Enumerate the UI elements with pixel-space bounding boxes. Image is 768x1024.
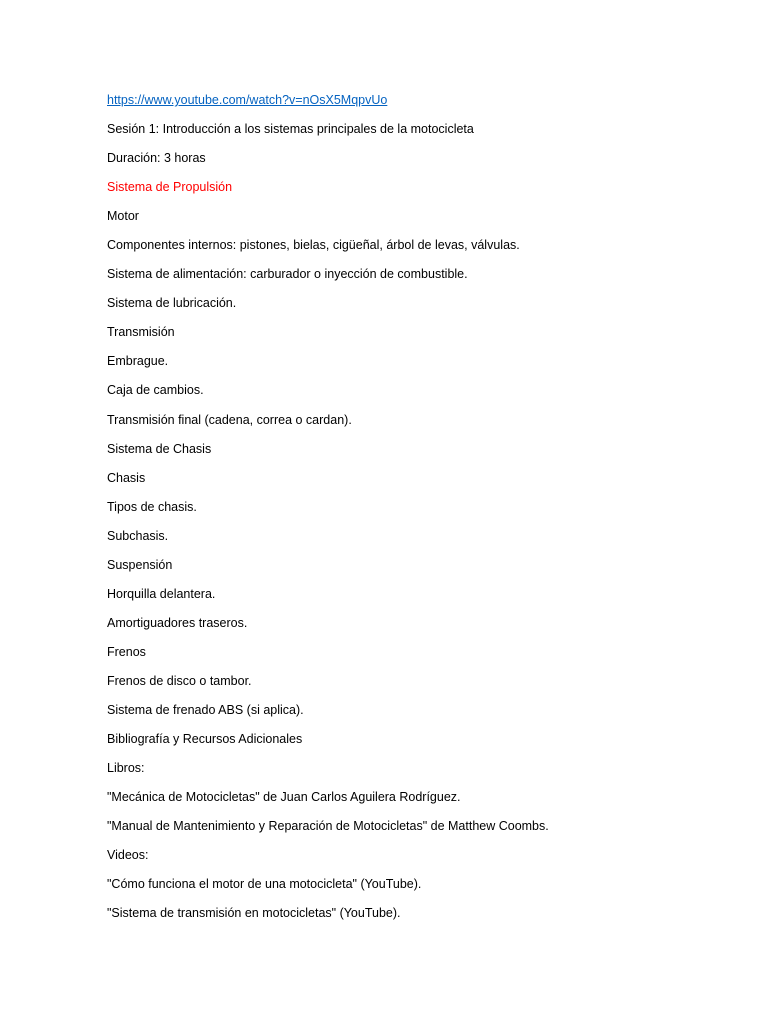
motor-heading: Motor [107,209,139,224]
books-label: Libros: [107,761,145,776]
brakes-heading: Frenos [107,644,146,659]
videos-label: Videos: [107,848,149,863]
propulsion-heading: Sistema de Propulsión [107,180,233,195]
suspension-heading: Suspensión [107,557,173,572]
subframe-item: Subchasis. [107,528,169,543]
book-item-1: "Mecánica de Motocicletas" de Juan Carlos Aguilera Rodríguez. [107,790,461,805]
motor-lubrication: Sistema de lubricación. [107,296,237,311]
youtube-link[interactable]: https://www.youtube.com/watch?v=nOsX5MqpvUo [107,93,388,107]
session-title: Sesión 1: Introducción a los sistemas principales de la motocicleta [107,122,474,137]
video-item-1: "Cómo funciona el motor de una motocicleta" (YouTube). [107,877,422,892]
transmission-heading: Transmisión [107,325,175,340]
fork-item: Horquilla delantera. [107,586,216,601]
abs-item: Sistema de frenado ABS (si aplica). [107,702,304,717]
brake-types-item: Frenos de disco o tambor. [107,673,252,688]
gearbox-item: Caja de cambios. [107,383,204,398]
bibliography-heading: Bibliografía y Recursos Adicionales [107,732,303,747]
book-item-2: "Manual de Mantenimiento y Reparación de Motocicletas" de Matthew Coombs. [107,819,549,834]
video-item-2: "Sistema de transmisión en motocicletas" (YouTube). [107,906,401,921]
document-body [107,90,549,932]
motor-internal-components: Componentes internos: pistones, bielas, cigüeñal, árbol de levas, válvulas. [107,238,520,253]
final-drive-item: Transmisión final (cadena, correa o cardan). [107,412,352,427]
motor-feed-system: Sistema de alimentación: carburador o inyección de combustible. [107,267,468,282]
chassis-heading: Chasis [107,470,146,485]
chassis-system-heading: Sistema de Chasis [107,441,212,456]
duration-text: Duración: 3 horas [107,151,206,166]
clutch-item: Embrague. [107,354,169,369]
shocks-item: Amortiguadores traseros. [107,615,248,630]
chassis-types-item: Tipos de chasis. [107,499,197,514]
